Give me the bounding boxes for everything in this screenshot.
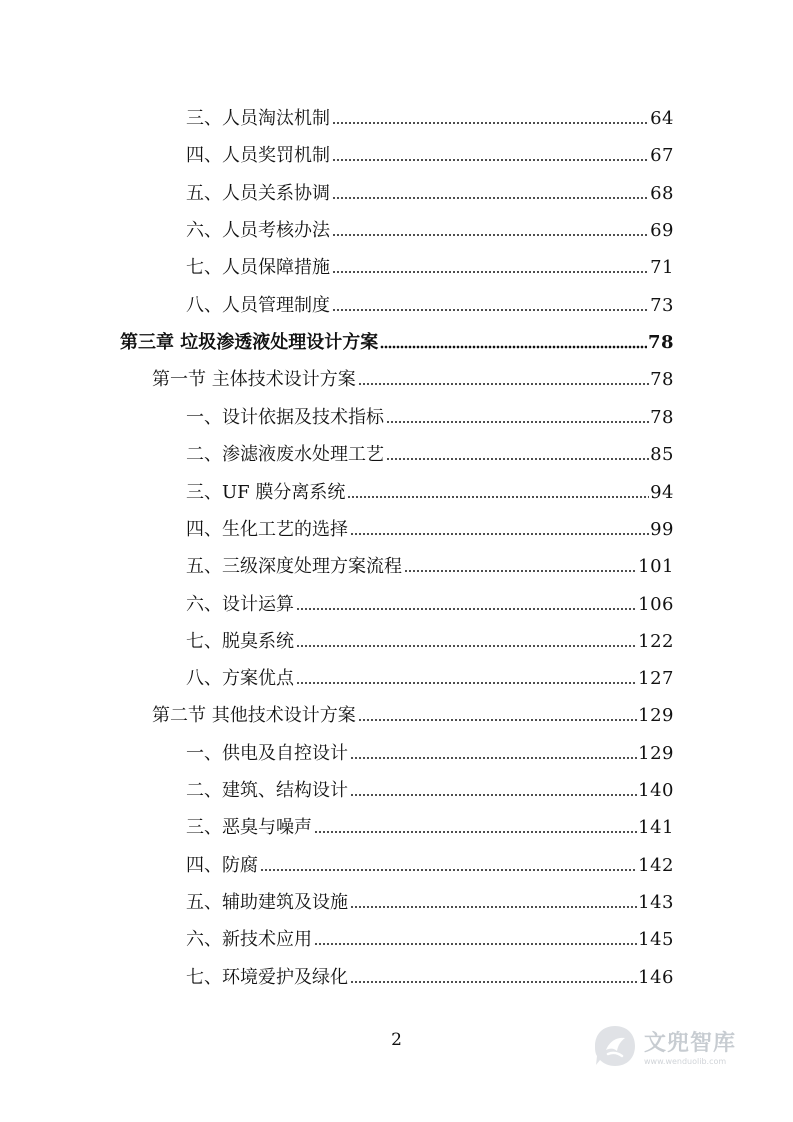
toc-entry-label: 二、渗滤液废水处理工艺 [186,444,384,465]
toc-entry-label: 三、UF 膜分离系统 [186,482,346,503]
toc-entry-page: 78 [650,407,674,428]
toc-entry-label: 一、设计依据及技术指标 [186,407,384,428]
dot-leader [296,680,637,685]
dot-leader [332,307,649,312]
toc-entry[interactable] [186,854,674,878]
toc-entry-label: 四、人员奖罚机制 [186,145,330,166]
dot-leader [332,195,649,200]
toc-entry-label: 七、人员保障措施 [186,257,330,278]
toc-entry-label: 六、新技术应用 [186,929,312,950]
dot-leader [380,344,647,349]
dot-leader [332,120,649,125]
toc-entry[interactable] [186,144,674,168]
toc-entry-label: 四、防腐 [186,855,258,876]
toc-entry-page: 68 [650,183,674,204]
dot-leader [350,904,637,909]
dot-leader [332,232,649,237]
toc-entry[interactable] [186,481,674,505]
toc-entry-page: 143 [638,892,674,913]
toc-entry-label: 八、方案优点 [186,668,294,689]
toc-entry[interactable] [186,294,674,318]
toc-entry[interactable] [186,518,674,542]
toc-entry[interactable] [186,667,674,691]
toc-entry-label: 三、恶臭与噪声 [186,817,312,838]
dot-leader [314,829,637,834]
toc-entry-label: 第二节 其他技术设计方案 [152,705,356,726]
dot-leader [350,792,637,797]
toc-entry[interactable] [186,928,674,952]
dot-leader [260,867,637,872]
dot-leader [358,381,649,386]
toc-entry-page: 106 [638,594,674,615]
toc-entry[interactable] [186,816,674,840]
toc-entry-page: 101 [638,556,674,577]
toc-entry-page: 78 [647,332,674,353]
toc-entry-page: 142 [638,855,674,876]
dot-leader [314,941,637,946]
toc-entry-page: 94 [650,482,674,503]
page-number: 2 [391,1030,402,1050]
toc-entry-label: 五、三级深度处理方案流程 [186,556,402,577]
toc-entry[interactable] [186,256,674,280]
toc-entry-label: 七、环境爱护及绿化 [186,967,348,988]
toc-entry-page: 99 [650,519,674,540]
watermark [592,1018,762,1074]
toc-chapter-entry[interactable] [120,331,674,355]
dot-leader [296,643,637,648]
dot-leader [350,755,637,760]
toc-entry-page: 146 [638,967,674,988]
toc-entry[interactable] [186,443,674,467]
toc-entry-label: 八、人员管理制度 [186,295,330,316]
dot-leader [386,456,649,461]
toc-entry-page: 129 [638,705,674,726]
toc-entry[interactable] [186,891,674,915]
toc-entry-page: 69 [650,220,674,241]
dot-leader [404,568,637,573]
dot-leader [386,419,649,424]
toc-entry[interactable] [186,593,674,617]
toc-entry-page: 73 [650,295,674,316]
toc-entry[interactable] [186,219,674,243]
toc-entry-label: 四、生化工艺的选择 [186,519,348,540]
toc-entry-page: 127 [638,668,674,689]
toc-entry-label: 第三章 垃圾渗透液处理设计方案 [120,332,379,353]
toc-entry[interactable] [186,555,674,579]
toc-entry-page: 141 [638,817,674,838]
toc-entry[interactable] [186,966,674,990]
toc-entry-page: 122 [638,631,674,652]
toc-entry-page: 129 [638,743,674,764]
dot-leader [350,531,649,536]
toc-entry-page: 67 [650,145,674,166]
toc-entry-label: 一、供电及自控设计 [186,743,348,764]
dot-leader [296,606,637,611]
toc-entry[interactable] [186,182,674,206]
toc-entry-label: 六、设计运算 [186,594,294,615]
watermark-title: 文兜智库 [644,1031,737,1056]
toc-entry-label: 五、辅助建筑及设施 [186,892,348,913]
toc-section-entry[interactable] [152,368,674,392]
toc-entry-label: 五、人员关系协调 [186,183,330,204]
dot-leader [332,157,649,162]
toc-entry-label: 第一节 主体技术设计方案 [152,369,356,390]
toc-entry[interactable] [186,779,674,803]
toc-entry[interactable] [186,406,674,430]
dot-leader [358,717,637,722]
dot-leader [350,979,637,984]
toc-entry-page: 64 [650,108,674,129]
toc-entry-page: 85 [650,444,674,465]
toc-entry[interactable] [186,630,674,654]
toc-section-entry[interactable] [152,704,674,728]
toc-entry[interactable] [186,742,674,766]
toc-entry-label: 二、建筑、结构设计 [186,780,348,801]
watermark-url: www.wenduolib.com [644,1057,727,1066]
toc-entry-label: 七、脱臭系统 [186,631,294,652]
toc-entry-page: 145 [638,929,674,950]
toc-entry-page: 140 [638,780,674,801]
dot-leader [347,494,649,499]
toc-entry-label: 六、人员考核办法 [186,220,330,241]
dot-leader [332,269,649,274]
watermark-logo-icon [592,1023,638,1069]
toc-entry-label: 三、人员淘汰机制 [186,108,330,129]
toc-entry-page: 78 [650,369,674,390]
toc-entry[interactable] [186,107,674,131]
toc-entry-page: 71 [650,257,674,278]
